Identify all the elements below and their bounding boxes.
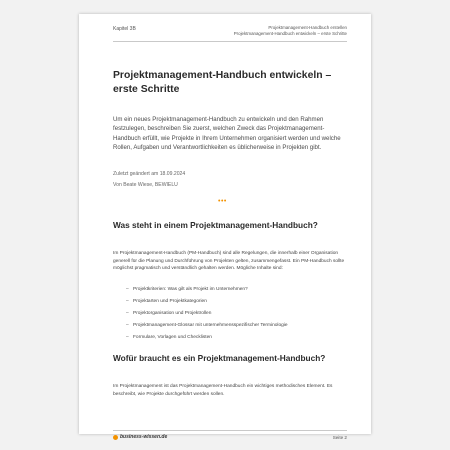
header-divider	[113, 41, 347, 42]
section1-heading: Was steht in einem Projektmanagement-Handbuch?	[113, 220, 318, 230]
last-modified-date: Zuletzt geändert am 18.09.2024	[113, 171, 186, 177]
header-right	[234, 25, 347, 37]
footer-logo[interactable]	[113, 434, 167, 440]
list-item: – Projektarten und Projektkategorien	[126, 299, 207, 304]
list-item: – Projektmanagement-Glossar mit unternehmensspezifischer Terminologie	[126, 323, 288, 328]
footer-divider	[113, 430, 347, 431]
author-line: Von Beate Wiese, BEWIELU	[113, 182, 178, 188]
header-right-line1: Projektmanagement-Handbuch erstellen	[268, 25, 347, 30]
list-item: – Formulare, Vorlagen und Checklisten	[126, 335, 212, 340]
section-divider-dots: •••	[218, 198, 227, 205]
section2-paragraph: Im Projektmanagement ist das Projektmanagement-Handbuch ein wichtiges methodisches Element. Es beschreibt, wie Projekte durchgeführt werden sollen.	[113, 384, 333, 397]
header-right-line2: Projektmanagement-Handbuch entwickeln – erste Schritte	[233, 31, 347, 37]
contents-list	[126, 284, 346, 344]
header-chapter: Kapitel 3B	[113, 26, 136, 32]
list-item: – Projektorganisation und Projektrollen	[126, 311, 212, 316]
page-title: Projektmanagement-Handbuch entwickeln – erste Schritte	[113, 70, 332, 96]
intro-paragraph: Um ein neues Projektmanagement-Handbuch zu entwickeln und den Rahmen festzulegen, beschreiben Sie zuerst, welchen Zweck das Projektmanagement-Handbuch erfüllt, wie Projekte in Ihrem Unternehmen organisiert werden und welche Rollen, Aufgaben und Verantwortlichkeiten es üblicherweise in Projekten gibt.	[113, 116, 341, 152]
section1-paragraph: Im Projektmanagement-Handbuch (PM-Handbuch) sind alle Regelungen, die innerhalb einer Organisation generell für die Planung und Durchführung von Projekten gelten, zusammengefasst. Ein PM-Handbuch sollte möglichst pragmatisch und verständlich gehalten werden. Mögliche Inhalte sind:	[113, 251, 345, 272]
page-number: Seite 2	[332, 435, 347, 440]
list-item: – Projektkriterien: Was gilt als Projekt im Unternehmen?	[126, 287, 248, 292]
section2-heading: Wofür braucht es ein Projektmanagement-Handbuch?	[113, 353, 326, 363]
document-page	[79, 14, 371, 440]
footer-logo-text: business-wissen.de	[120, 434, 168, 440]
logo-dot-icon	[113, 435, 118, 440]
